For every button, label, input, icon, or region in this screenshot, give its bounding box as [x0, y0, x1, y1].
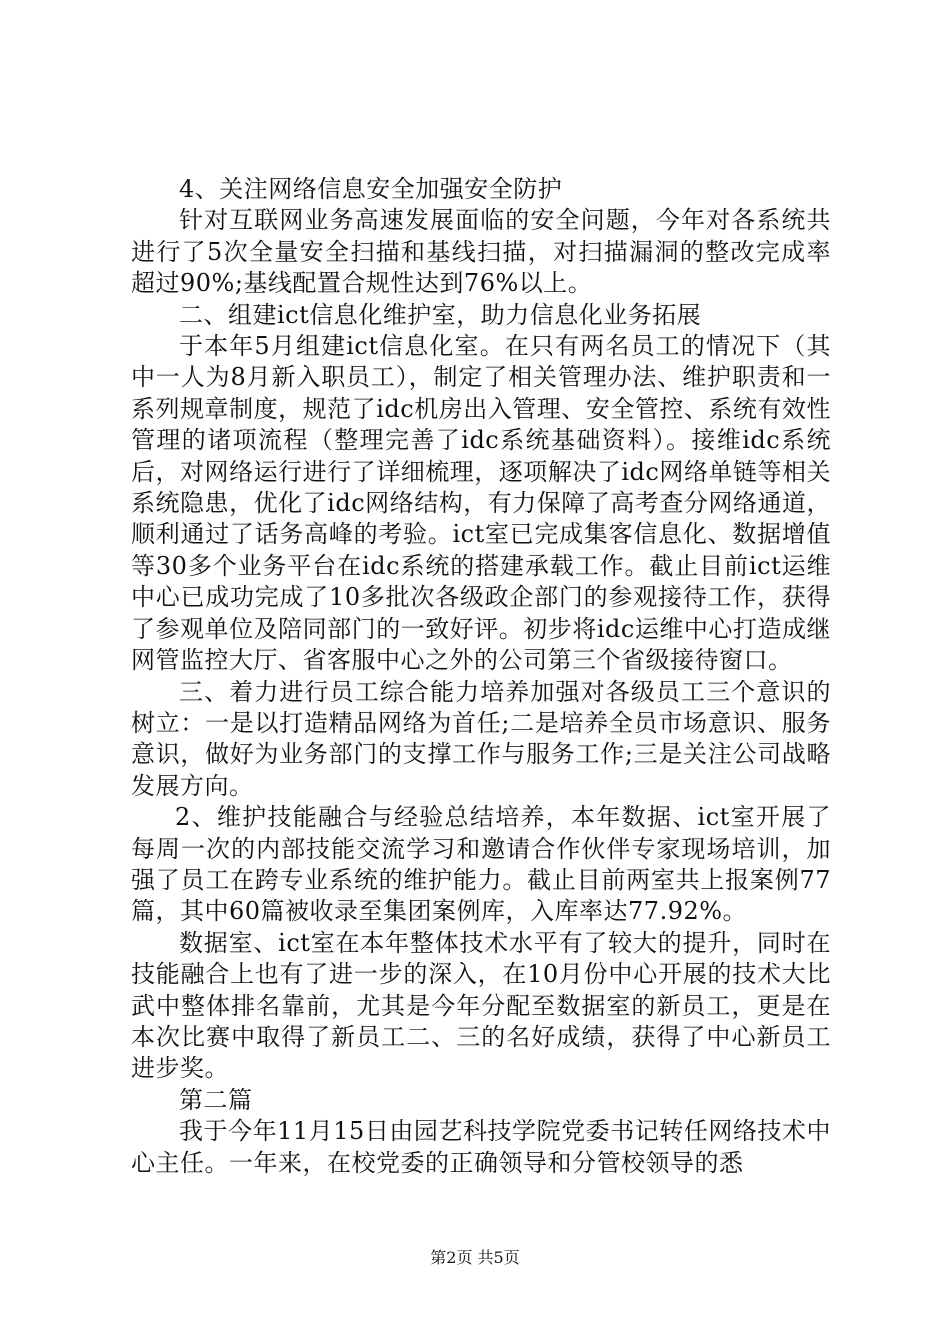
paragraph-section-3: 三、着力进行员工综合能力培养加强对各级员工三个意识的树立：一是以打造精品网络为首任;二是培养全员市场意识、服务意识，做好为业务部门的支撑工作与服务工作;三是关注公司战略发展方向。 — [131, 677, 831, 800]
paragraph-security-scan: 针对互联网业务高速发展面临的安全问题，今年对各系统共进行了5次全量安全扫描和基线扫描，对扫描漏洞的整改完成率超过90%;基线配置合规性达到76%以上。 — [131, 206, 831, 298]
document-body — [131, 174, 831, 1179]
paragraph-section-4-heading: 4、关注网络信息安全加强安全防护 — [179, 175, 563, 203]
page-number-footer: 第2页 共5页 — [430, 1248, 520, 1267]
paragraph-part-two-intro: 我于今年11月15日由园艺科技学院党委书记转任网络技术中心主任。一年来，在校党委的正确领导和分管校领导的悉 — [131, 1117, 831, 1177]
paragraph-part-two-heading: 第二篇 — [179, 1085, 253, 1114]
paragraph-section-2-heading: 二、组建ict信息化维护室，助力信息化业务拓展 — [179, 300, 702, 329]
paragraph-skills-fusion: 2、维护技能融合与经验总结培养，本年数据、ict室开展了每周一次的内部技能交流学习和邀请合作伙伴专家现场培训，加强了员工在跨专业系统的维护能力。截止目前两室共上报案例77篇，其中60篇被收录至集团案例库，入库率达77.92%。 — [131, 803, 831, 926]
paragraph-tech-level: 数据室、ict室在本年整体技术水平有了较大的提升，同时在技能融合上也有了进一步的深入，在10月份中心开展的技术大比武中整体排名靠前，尤其是今年分配至数据室的新员工，更是在本次比赛中取得了新员工二、三的名好成绩，获得了中心新员工进步奖。 — [131, 928, 831, 1083]
paragraph-ict-room: 于本年5月组建ict信息化室。在只有两名员工的情况下（其中一人为8月新入职员工），制定了相关管理办法、维护职责和一系列规章制度，规范了idc机房出入管理、安全管控、系统有效性管理的诸项流程（整理完善了idc系统基础资料）。接维idc系统后，对网络运行进行了详细梳理，逐项解决了idc网络单链等相关系统隐患，优化了idc网络结构，有力保障了高考查分网络通道，顺利通过了话务高峰的考验。ict室已完成集客信息化、数据增值等30多个业务平台在idc系统的搭建承载工作。截止目前ict运维中心已成功完成了10多批次各级政企部门的参观接待工作，获得了参观单位及陪同部门的一致好评。初步将idc运维中心打造成继网管监控大厅、省客服中心之外的公司第三个省级接待窗口。 — [131, 332, 831, 675]
